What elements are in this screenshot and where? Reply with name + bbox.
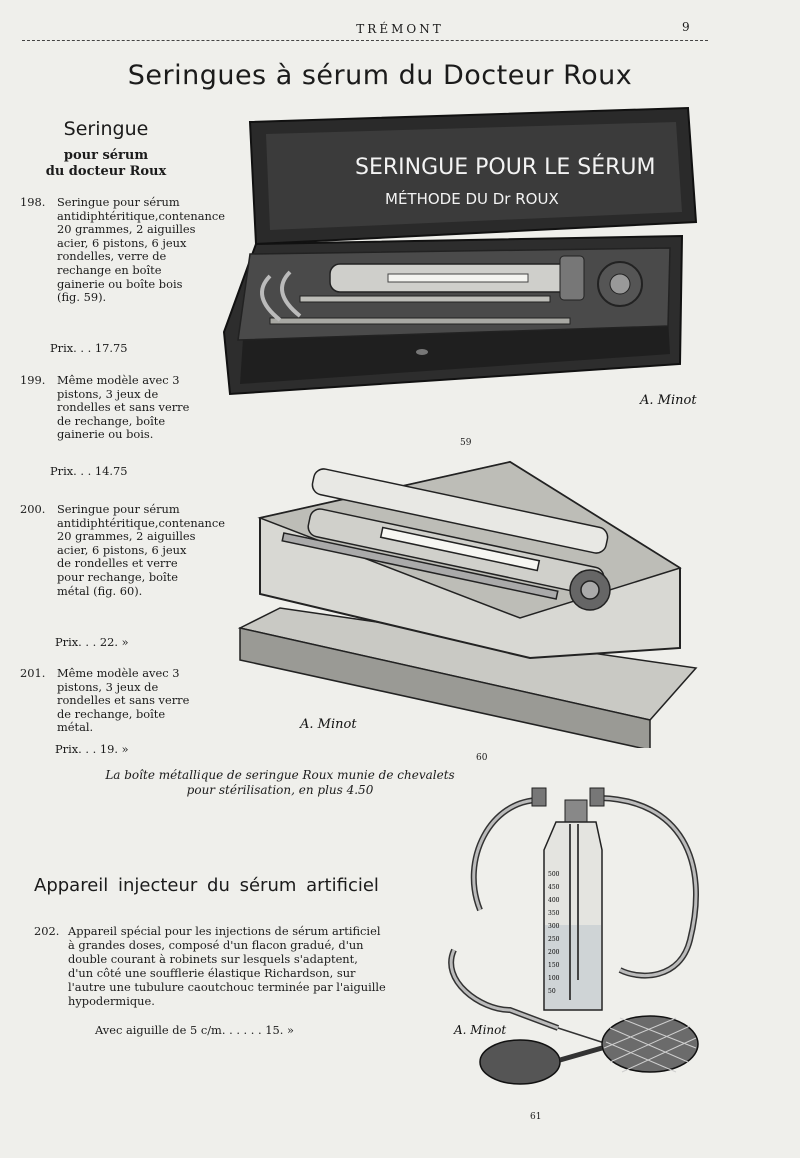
item-description: Même modèle avec 3 pistons, 3 jeux de rondelles et sans verre de rechange, boîte gainerie ou bois. <box>57 373 190 442</box>
item-199 <box>20 374 200 459</box>
figure-60-caption-line1: La boîte métallique de seringue Roux munie de chevalets <box>105 768 455 782</box>
item-number: 199. <box>20 373 46 387</box>
item-description: Seringue pour sérum antidiphtéritique,contenance 20 grammes, 2 aiguilles acier, 6 pistons, 6 jeux rondelles, verre de rechange en boîte gainerie ou boîte bois (fig. 59). <box>57 195 226 305</box>
figure-60-caption-line2: pour stérilisation, en plus 4.50 <box>186 783 374 797</box>
figure-60-label: 60 <box>476 753 488 763</box>
case-label-line1: SERINGUE POUR LE SÉRUM <box>355 155 656 180</box>
item-number: 198. <box>20 195 46 209</box>
item-202-line2: à grandes doses, composé d'un flacon gradué, d'un <box>68 938 364 952</box>
figure-61-injector-illustration <box>440 780 730 1100</box>
item-202-number: 202. <box>34 924 60 938</box>
item-201-price: Prix. . . 19. » <box>55 742 129 756</box>
item-description: Seringue pour sérum antidiphtéritique,contenance 20 grammes, 2 aiguilles acier, 6 pistons, 6 jeux de rondelles et verre pour rechange, boîte métal (fig. 60). <box>57 502 226 598</box>
block-heading: Seringue <box>63 118 149 140</box>
item-202-line4: d'un côté une soufflerie élastique Richardson, sur <box>68 966 356 980</box>
figure-signature: A. Minot <box>454 1023 507 1037</box>
item-199-price: Prix. . . 14.75 <box>50 464 128 478</box>
flask-mark: 400 <box>548 897 560 904</box>
item-200 <box>20 502 226 628</box>
item-202-line1: Appareil spécial pour les injections de sérum artificiel <box>68 924 381 938</box>
page-number: 9 <box>682 20 690 34</box>
figure-signature: A. Minot <box>300 717 357 732</box>
item-202-line3: double courant à robinets sur lesquels s'adaptent, <box>68 952 358 966</box>
figure-61-label: 61 <box>530 1112 542 1122</box>
flask-mark: 150 <box>548 962 560 969</box>
flask-mark: 200 <box>548 949 560 956</box>
item-202-price: Avec aiguille de 5 c/m. . . . . . 15. » <box>95 1023 294 1037</box>
flask-mark: 250 <box>548 936 560 943</box>
flask-mark: 350 <box>548 910 560 917</box>
item-202-line6: hypodermique. <box>68 994 155 1008</box>
item-200-price: Prix. . . 22. » <box>55 635 129 649</box>
flask-mark: 300 <box>548 923 560 930</box>
block-subheading-1: pour sérum <box>63 148 149 163</box>
block-subheading-2: du docteur Roux <box>45 164 167 179</box>
case-label-line2: MÉTHODE DU Dr ROUX <box>385 190 559 208</box>
item-198 <box>20 195 226 336</box>
header-rule <box>22 40 708 41</box>
item-201 <box>20 667 200 737</box>
flask-mark: 500 <box>548 871 560 878</box>
flask-mark: 100 <box>548 975 560 982</box>
running-header: TRÉMONT <box>356 22 444 36</box>
page-title: Seringues à sérum du Docteur Roux <box>127 60 633 91</box>
item-number: 201. <box>20 666 46 680</box>
item-description: Même modèle avec 3 pistons, 3 jeux de rondelles et sans verre de rechange, boîte métal. <box>57 666 190 735</box>
item-198-price: Prix. . . 17.75 <box>50 341 128 355</box>
figure-59-case-illustration <box>210 104 700 429</box>
figure-signature: A. Minot <box>640 393 697 408</box>
figure-59-label: 59 <box>460 438 472 448</box>
item-number: 200. <box>20 502 46 516</box>
flask-mark: 50 <box>548 988 556 995</box>
figure-60-metal-box-illustration <box>210 458 705 748</box>
flask-mark: 450 <box>548 884 560 891</box>
item-202-line5: l'autre une tubulure caoutchouc terminée par l'aiguille <box>68 980 386 994</box>
section-title: Appareil injecteur du sérum artificiel <box>34 875 379 896</box>
